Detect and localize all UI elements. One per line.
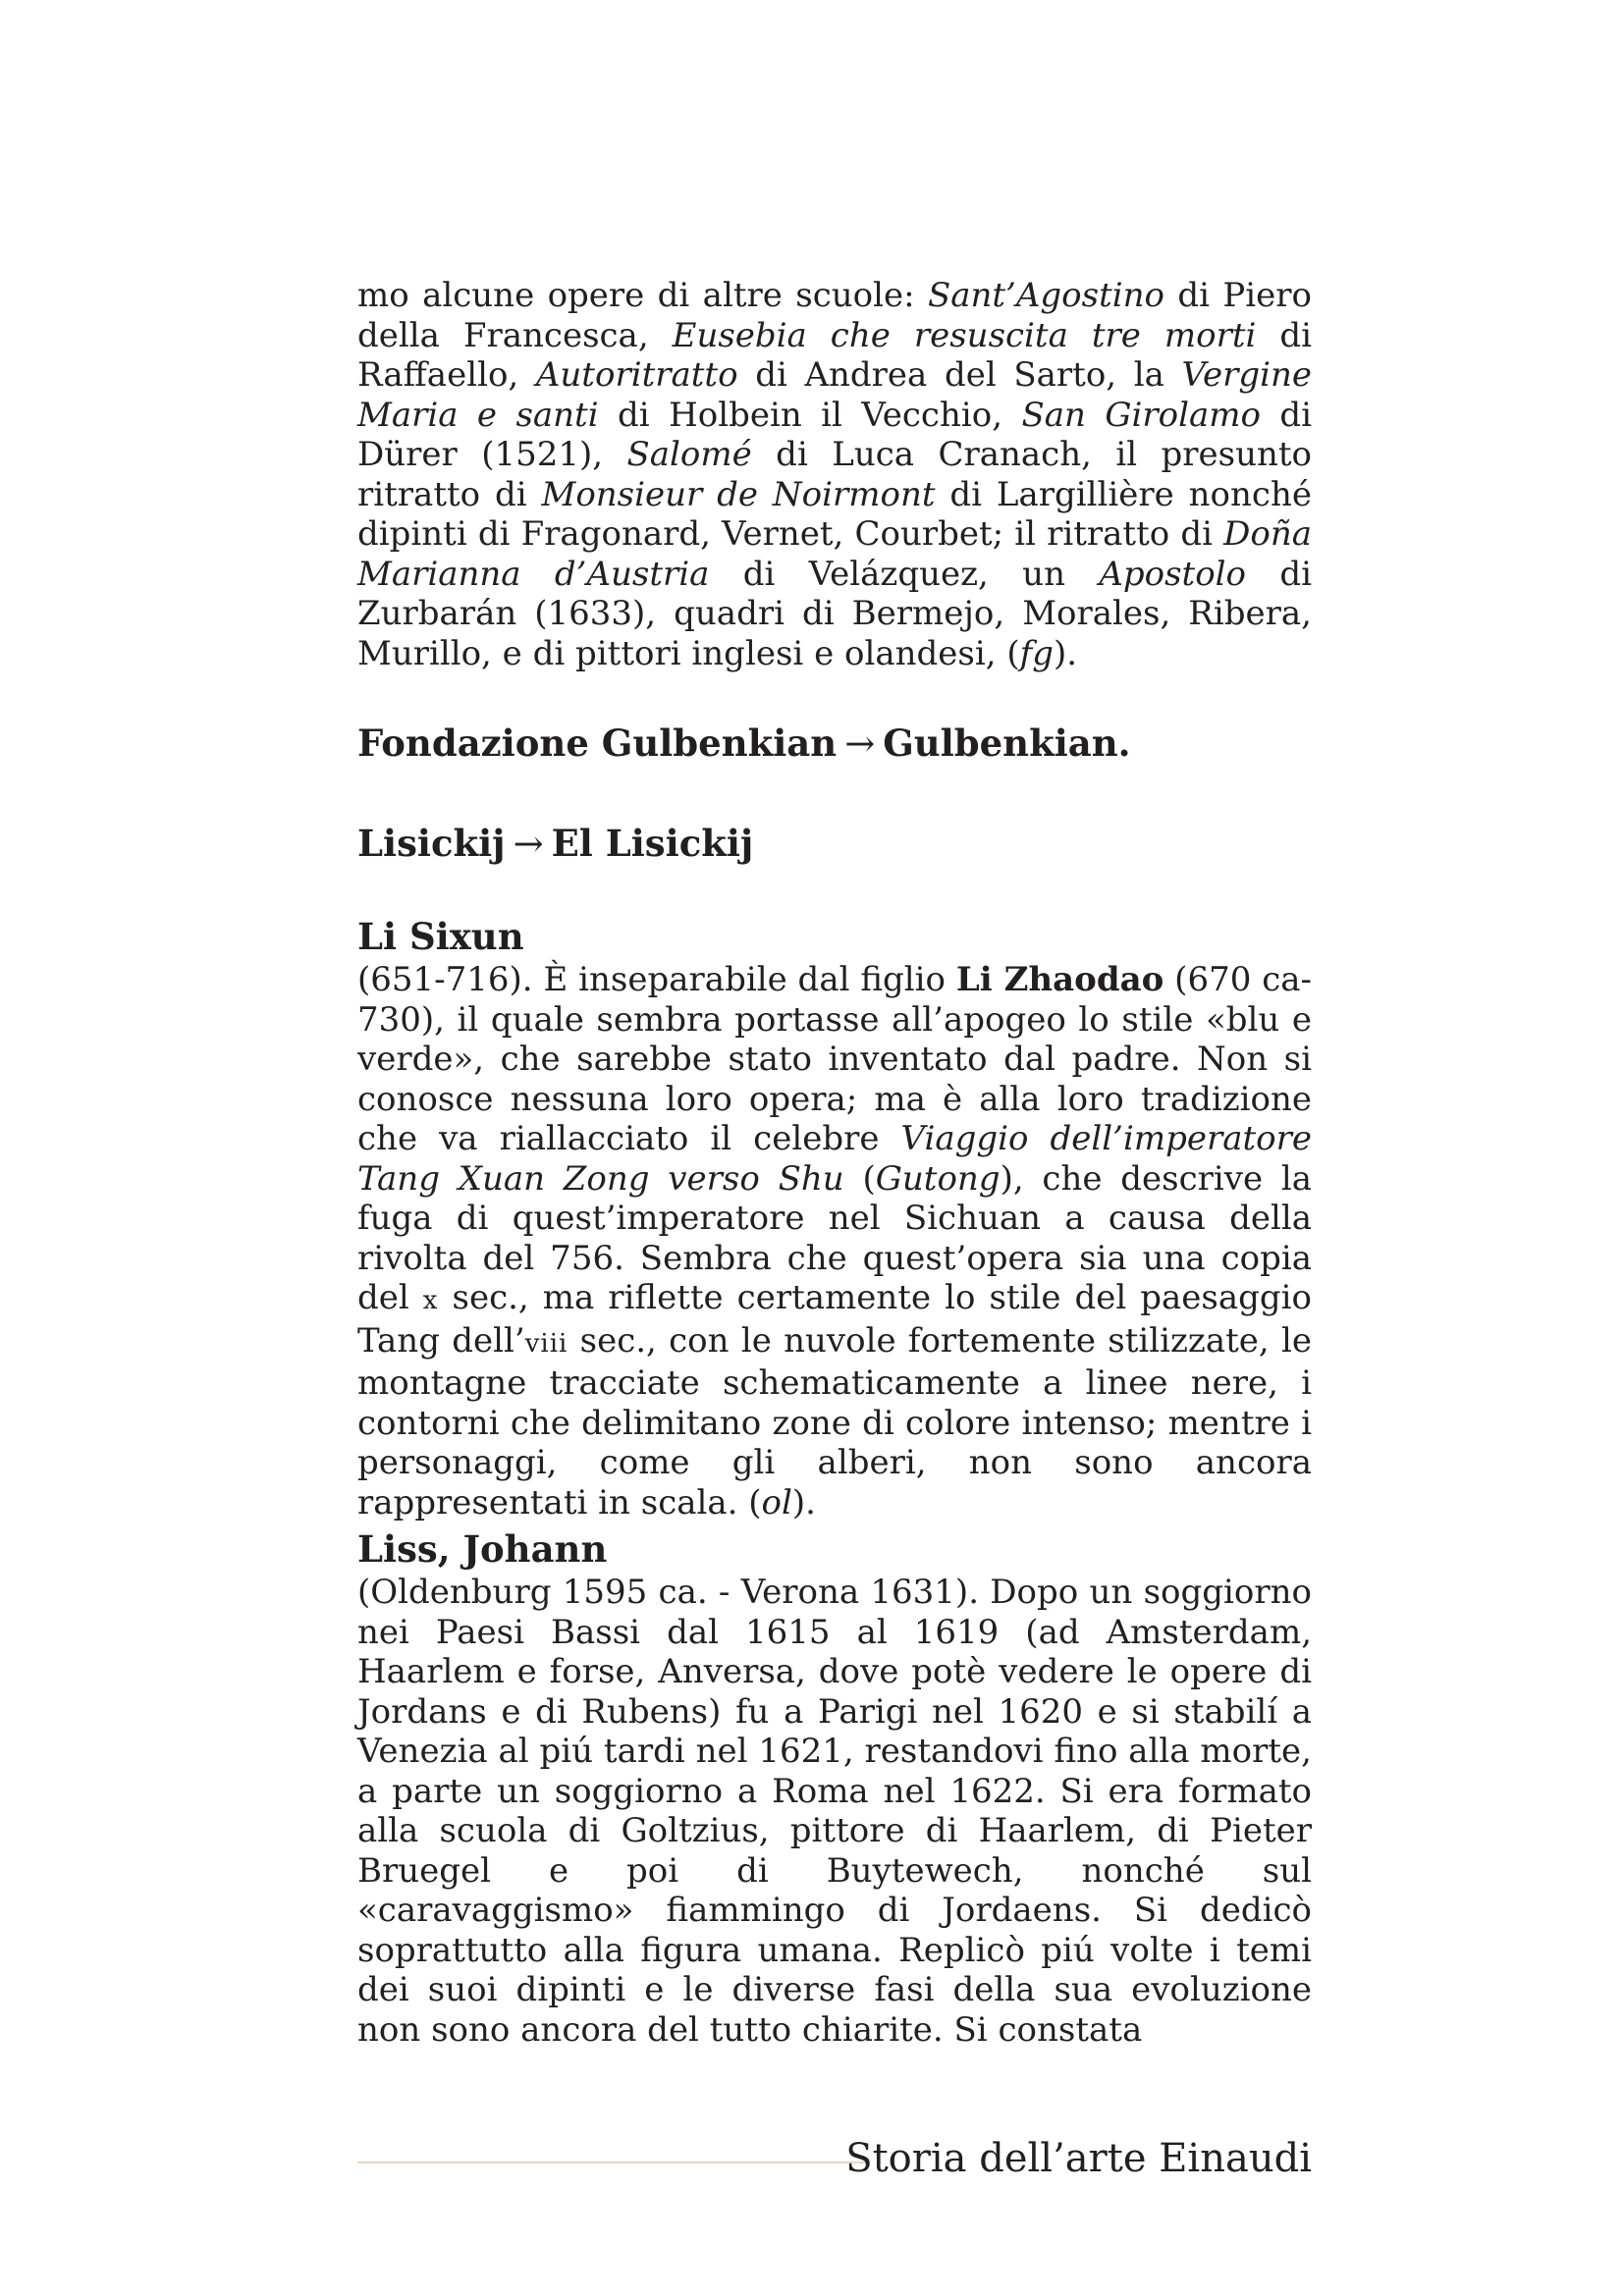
text-run: di Andrea del Sarto, la xyxy=(737,355,1182,395)
text-run: mo alcune opere di altre scuole: xyxy=(357,276,928,315)
artwork-title: Vergine Maria e santi xyxy=(357,355,1312,435)
text-run: di Largillière nonché dipinti di Fragonard, Vernet, Courbet; il ritratto di xyxy=(357,474,1312,554)
heading-term: Fondazione Gulbenkian xyxy=(357,721,838,765)
text-run: di Piero della Francesca, xyxy=(357,276,1313,355)
author-initials: ol xyxy=(761,1482,792,1522)
cross-reference-arrow-icon: → xyxy=(844,722,876,765)
text-run: (651-716). È inseparabile dal figlio xyxy=(357,960,956,999)
text-run: di Holbein il Vecchio, xyxy=(598,395,1022,435)
entry-body-liss-johann: (Oldenburg 1595 ca. - Verona 1631). Dopo un soggiorno nei Paesi Bassi dal 1615 al 1619 (ad Amsterdam, Haarlem e forse, Anversa, dove potè vedere le opere di Jordans e di Rubens) fu a Parigi nel 1620 e si stabilí a Venezia al piú tardi nel 1621, restandovi fino alla morte, a parte un soggiorno a Roma nel 1622. Si era formato alla scuola di Goltzius, pittore di Haarlem, di Pieter Bruegel e poi di Buytewech, nonché sul «caravaggismo» fiammingo di Jordaens. Si dedicò soprattutto alla figura umana. Replicò piú volte i temi dei suoi dipinti e le diverse fasi della sua evoluzione non sono ancora del tutto chiarite. Si constata xyxy=(357,1573,1312,2050)
century-numeral: x xyxy=(422,1286,439,1315)
text-run: ( xyxy=(843,1158,876,1199)
person-name: Li Zhaodao xyxy=(955,960,1164,999)
cross-reference-target[interactable]: Gulbenkian. xyxy=(883,721,1131,765)
paragraph-continuation xyxy=(357,276,1312,673)
text-run: sec., con le nuvole fortemente stilizzate, le montagne tracciate schematicamente a linee nere, i contorni che delimitano zone di colore intenso; mentre i personaggi, come gli alberi, non sono ancora rappresentati in scala. ( xyxy=(357,1320,1312,1522)
text-run: (670 ca-730), il quale sembra portasse all’apogeo lo stile «blu e verde», che sarebbe stato inventato dal padre. Non si conosce nessuna loro opera; ma è alla loro tradizione che va riallacciato il celebre xyxy=(357,960,1313,1158)
entry-heading-li-sixun: Li Sixun xyxy=(357,915,524,958)
text-run: di Velázquez, un xyxy=(709,554,1100,594)
cross-reference-arrow-icon: → xyxy=(513,823,544,865)
artwork-title: San Girolamo xyxy=(1021,395,1261,435)
entry-heading-gulbenkian xyxy=(357,721,1312,766)
artwork-title: Sant’Agostino xyxy=(927,276,1165,315)
text-run: sec., ma riflette certamente lo stile del paesaggio Tang dell’ xyxy=(357,1278,1313,1361)
text-run: di Dürer (1521), xyxy=(357,395,1312,474)
museum-name: Gutong xyxy=(875,1158,1001,1199)
century-numeral: viii xyxy=(524,1328,568,1359)
text-run: ). xyxy=(791,1482,816,1522)
artwork-title: Doña Marianna d’Austria xyxy=(357,514,1312,594)
footer-title: Storia dell’arte Einaudi xyxy=(845,2136,1312,2181)
text-run: di Luca Cranach, il presunto ritratto di xyxy=(357,435,1312,514)
artwork-title: Apostolo xyxy=(1099,554,1247,594)
cross-reference-target[interactable]: El Lisickij xyxy=(551,822,754,865)
artwork-title: Monsieur de Noirmont xyxy=(541,474,936,514)
entry-heading-liss-johann: Liss, Johann xyxy=(357,1527,608,1571)
text-run: ). xyxy=(1053,633,1078,673)
text-run: di Raffaello, xyxy=(357,315,1312,395)
entry-body-li-sixun xyxy=(357,960,1312,1522)
text-run: di Zurbarán (1633), quadri di Bermejo, Morales, Ribera, Murillo, e di pittori inglesi e olandesi, ( xyxy=(357,554,1313,673)
text-run: ), che descrive la fuga di quest’imperatore nel Sichuan a causa della rivolta del 756. Sembra che quest’opera sia una copia del xyxy=(357,1158,1312,1317)
footer-rule xyxy=(357,2162,868,2163)
entry-heading-lisickij xyxy=(357,822,1312,866)
artwork-title: Salomé xyxy=(626,435,752,474)
author-initials: fg xyxy=(1019,633,1054,673)
artwork-title: Eusebia che resuscita tre morti xyxy=(672,315,1257,355)
artwork-title: Viaggio dell’imperatore Tang Xuan Zong verso Shu xyxy=(357,1119,1312,1199)
artwork-title: Autoritratto xyxy=(535,355,738,395)
heading-term: Lisickij xyxy=(357,822,506,865)
page-content xyxy=(357,0,1312,2296)
